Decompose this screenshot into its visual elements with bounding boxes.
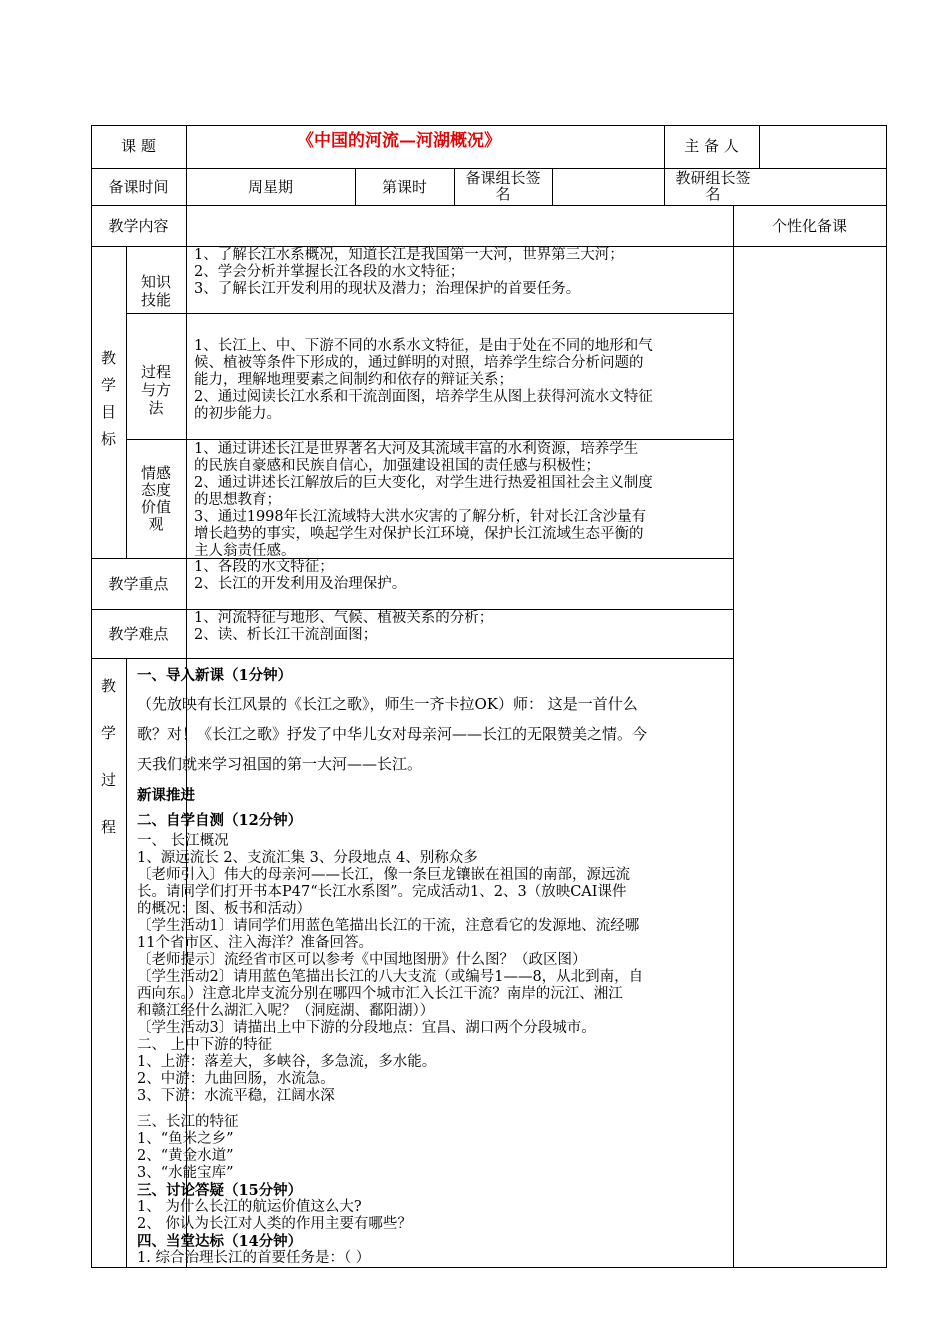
prep-time-label: 备课时间 (108, 178, 169, 196)
row-divider (91, 205, 887, 206)
key-points-label: 教学重点 (108, 575, 169, 593)
group-leader-sign-label: 备课组长签名 (465, 169, 541, 203)
process-method-text: 1、长江上、中、下游不同的水系水文特征，是由于处在不同的地形和气 候、植被等条件下形成的，通过鲜明的对照，培养学生综合分析问题的 能力，理解地理要素之间制约和依存的辩证关系； 2、通过阅读长江水系和干流剖面图，培养学生从图上获得河流水文特征 的初步能力。 (194, 338, 653, 422)
preparer-label: 主 备 人 (684, 137, 739, 155)
list-item: 2、“黄金水道” (137, 1148, 234, 1164)
weekday-label: 周星期 (247, 178, 293, 196)
col-divider (552, 168, 553, 205)
self-test-heading: 二、自学自测（12分钟） (137, 812, 303, 829)
table-border-right (886, 125, 887, 1268)
intro-text: （先放映有长江风景的《长江之歌》，师生一齐卡拉OK）师： 这是一首什么 歌？对！《长江之歌》抒发了中华儿女对母亲河——长江的无限赞美之情。今 天我们就来学习祖国的第一大河——长江。 (137, 695, 648, 773)
knowledge-label: 知识 技能 (140, 273, 171, 309)
process-side-label: 教 学 过 程 (100, 677, 116, 836)
difficulties-text: 1、河流特征与地形、气候、植被关系的分析； 2、读、析长江干流剖面图； (194, 610, 494, 643)
list-item: 3、“水能宝库” (137, 1165, 234, 1181)
teaching-process-body (137, 665, 727, 1267)
difficulties-label: 教学难点 (108, 625, 169, 643)
intro-heading: 一、导入新课（1分钟） (137, 667, 293, 684)
col-divider (759, 125, 760, 168)
col-divider (454, 168, 455, 205)
lesson-plan-table (91, 125, 887, 1268)
row-divider (126, 439, 733, 440)
new-lesson-heading: 新课推进 (137, 787, 195, 804)
row-divider (91, 658, 733, 659)
emotion-attitude-label: 情感 态度 价值 观 (140, 464, 171, 533)
discuss-heading: 三、讨论答疑（15分钟） (137, 1182, 303, 1199)
row-divider (126, 313, 733, 314)
col-divider (733, 205, 734, 1268)
table-border-bottom (91, 1267, 887, 1268)
research-leader-sign-label: 教研组长签名 (675, 169, 751, 203)
col-divider (664, 125, 665, 205)
emotion-attitude-text: 1、通过讲述长江是世界著名大河及其流域丰富的水利资源，培养学生 的民族自豪感和民族自信心，加强建设祖国的责任感与积极性； 2、通过讲述长江解放后的巨大变化，对学生进行热爱祖国社会主义制度 的思想教育； 3、通过1998年长江流域特大洪水灾害的了解分析，针对长江含沙量有 增长趋势的事实，唤起学生对保护长江环境，保护长江流域生态平衡的 主人翁责任感。 (194, 441, 653, 559)
list-item: 1、“鱼米之乡” (137, 1131, 234, 1147)
test-heading: 四、当堂达标（14分钟） (137, 1233, 303, 1250)
period-label: 第课时 (381, 178, 427, 196)
features-heading: 三、长江的特征 (137, 1114, 239, 1130)
test-question-1: 1. 综合治理长江的首要任务是：（ ） (137, 1250, 371, 1266)
col-divider (126, 658, 127, 1267)
topic-label: 课 题 (121, 137, 156, 155)
table-border-top (91, 125, 887, 126)
content-label: 教学内容 (108, 217, 169, 235)
goals-side-label: 教 学 目 标 (100, 349, 116, 448)
list-item: 1、 为什么长江的航运价值这么大? (137, 1199, 362, 1215)
key-points-text: 1、各段的水文特征； 2、长江的开发利用及治理保护。 (194, 559, 407, 592)
page-title: 《中国的河流—河湖概况》 (297, 131, 501, 151)
process-method-label: 过程 与方 法 (140, 363, 171, 417)
personal-prep-label: 个性化备课 (771, 217, 847, 235)
self-test-lines: 一、 长江概况 1、源远流长 2、支流汇集 3、分段地点 4、别称众多 〔老师引入〕伟大的母亲河——长江，像一条巨龙镶嵌在祖国的南部，源远流 长。请同学们打开书本P47“长江水系图”。完成活动1、2、3（放映CAI课件 的概况：图、板书和活动） 〔学生活动1〕请同学们用蓝色笔描出长江的干流，注意看它的发源地、流经哪 11个省市区、注入海洋？准备回答。 〔老师提示〕流经省市区可以参考《中国地图册》什么图？（政区图） 〔学生活动2〕请用蓝色笔描出长江的八大支流（或编号1——8，从北到南，自 西向东。）注意北岸支流分别在哪四个城市汇入长江干流？南岸的沅江、湘江 和赣江经什么湖汇入呢？（洞庭湖、鄱阳湖）） 〔学生活动3〕请描出上中下游的分段地点：宜昌、湖口两个分段城市。 二、 上中下游的特征 1、上游：落差大，多峡谷，多急流，多水能。 2、中游：九曲回肠，水流急。 3、下游：水流平稳，江阔水深 (137, 833, 644, 1104)
knowledge-text: 1、了解长江水系概况，知道长江是我国第一大河，世界第三大河； 2、学会分析并掌握长江各段的水文特征； 3、了解长江开发利用的现状及潜力；治理保护的首要任务。 (194, 247, 624, 297)
list-item: 2、 你认为长江对人类的作用主要有哪些？ (137, 1216, 412, 1232)
